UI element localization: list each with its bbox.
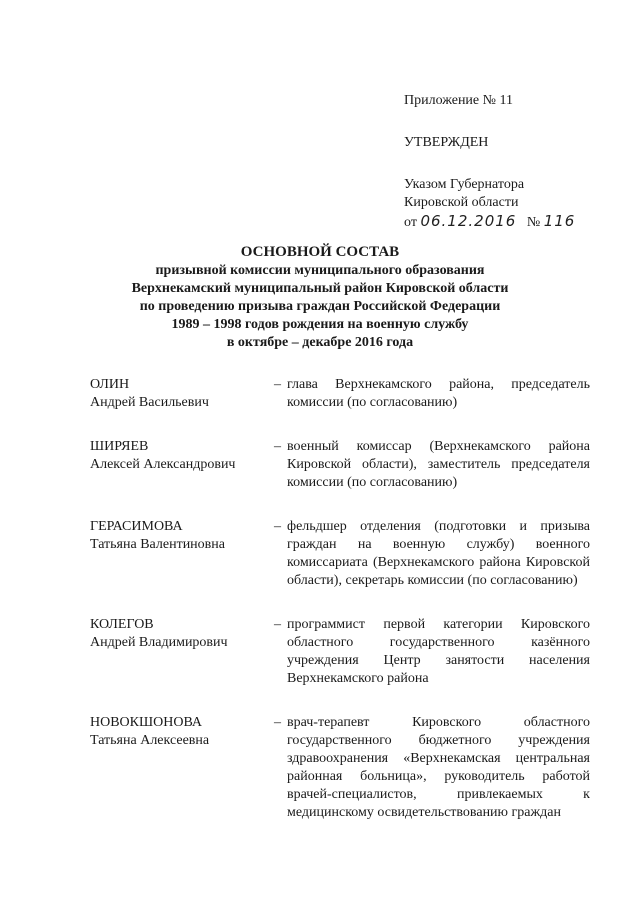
member-person xyxy=(90,438,275,474)
member-surname: КОЛЕГОВ xyxy=(90,617,154,632)
decree-line-2: Кировской области xyxy=(404,195,519,210)
member-dash: – xyxy=(274,377,281,392)
member-role: врач-терапевт Кировского областного государственного бюджетного учреждения здравоохранения «Верхнекамская центральная районная больница», руководитель работой врачей-специалистов, привлекаемых к медицинскому освидетельствованию граждан xyxy=(287,715,590,820)
member-given-name: Татьяна Алексеевна xyxy=(90,733,210,748)
member-role: военный комиссар (Верхнекамского района Кировской области), заместитель председателя комиссии (по согласованию) xyxy=(287,439,590,490)
approval-header xyxy=(404,92,575,232)
member-person xyxy=(90,714,275,750)
member-surname: НОВОКШОНОВА xyxy=(90,715,203,730)
member-person xyxy=(90,518,275,554)
member-surname: ГЕРАСИМОВА xyxy=(90,519,183,534)
member-surname: ШИРЯЕВ xyxy=(90,439,149,454)
member-surname: ОЛИН xyxy=(90,377,130,392)
appendix-number: Приложение № 11 xyxy=(404,93,513,108)
member-dash: – xyxy=(274,617,281,632)
title-line: Верхнекамский муниципальный район Кировской области xyxy=(131,281,509,296)
member-entry xyxy=(90,518,590,590)
title-line: в октябре – декабре 2016 года xyxy=(226,335,414,350)
member-entry xyxy=(90,714,590,822)
approved-label: УТВЕРЖДЕН xyxy=(404,135,489,150)
member-list xyxy=(90,376,590,848)
member-dash: – xyxy=(274,519,281,534)
member-dash: – xyxy=(274,439,281,454)
title-main: ОСНОВНОЙ СОСТАВ xyxy=(240,244,400,260)
member-role: фельдшер отделения (подготовки и призыва граждан на военную службу) военного комиссариата (Верхнекамского района Кировской области), секретарь комиссии (по согласованию) xyxy=(287,519,590,588)
number-prefix: № xyxy=(526,215,541,230)
member-person xyxy=(90,616,275,652)
document-title xyxy=(0,242,640,352)
member-given-name: Алексей Александрович xyxy=(90,457,236,472)
handwritten-number: 116 xyxy=(543,212,576,230)
title-line: 1989 – 1998 годов рождения на военную службу xyxy=(171,317,469,332)
handwritten-date: 06.12.2016 xyxy=(420,212,517,230)
member-person xyxy=(90,376,275,412)
member-entry xyxy=(90,616,590,688)
member-given-name: Андрей Васильевич xyxy=(90,395,209,410)
member-given-name: Татьяна Валентиновна xyxy=(90,537,225,552)
member-entry xyxy=(90,438,590,492)
member-given-name: Андрей Владимирович xyxy=(90,635,228,650)
decree-date-line xyxy=(404,212,575,232)
member-role: глава Верхнекамского района, председатель комиссии (по согласованию) xyxy=(287,377,590,410)
from-prefix: от xyxy=(404,215,417,230)
title-line: призывной комиссии муниципального образования xyxy=(155,263,485,278)
member-role: программист первой категории Кировского областного государственного казённого учреждения Центр занятости населения Верхнекамского района xyxy=(287,617,590,686)
decree-line-1: Указом Губернатора xyxy=(404,177,525,192)
title-line: по проведению призыва граждан Российской Федерации xyxy=(139,299,501,314)
member-dash: – xyxy=(274,715,281,730)
member-entry xyxy=(90,376,590,412)
